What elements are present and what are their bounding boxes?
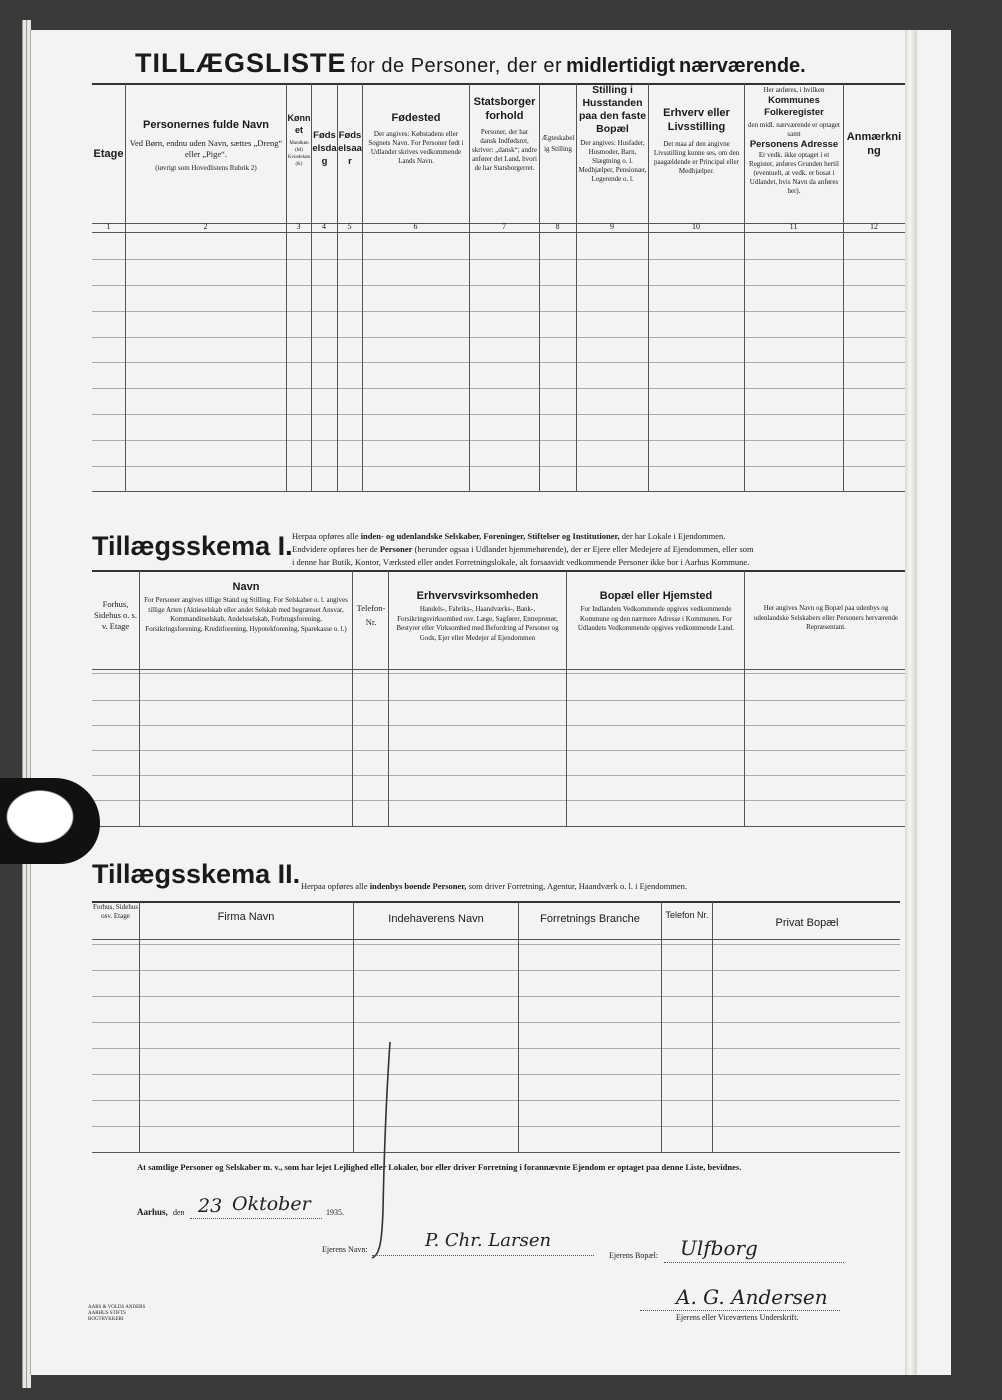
owner-address-label: Ejerens Bopæl: <box>609 1251 659 1260</box>
s1-col-name-title: Navn <box>232 581 260 593</box>
certification-text: At samtlige Personer og Selskaber m. v., som har lejet Lejlighed eller Lokaler, bor eller driver Forretning i forannævnte Ejendom er optaget paa denne Liste, bevidnes. <box>137 1162 742 1172</box>
place-label: Aarhus, <box>137 1207 168 1217</box>
year-value: 1935. <box>326 1208 344 1217</box>
s1-col-name <box>142 580 350 634</box>
col-household-sub: Der angives: Husfader, Husmoder, Barn, Slægtning o. l. Medhjælper, Pensionær, Logerende o. l. <box>578 139 647 183</box>
col-etage: Etage <box>93 148 124 160</box>
col-num-4: 4 <box>322 222 326 231</box>
col-name-sub2: (iøvrigt som Hovedlistens Rubrik 2) <box>155 164 257 172</box>
s1-col-representative: Her angives Navn og Bopæl paa udenbys og udenlandske Selskabers eller Personers herværende Repræsentant. <box>753 604 899 631</box>
col-gender-title: Kønnet <box>287 113 311 135</box>
s1-col-name-sub: For Personer angives tillige Stand og Stilling. For Selskaber o. l. angives tillige Arten (Aktieselskab eller andet Selskab med begrænset Ansvar, Kommanditselskab, Andelsselskab, Forbrugsforening, Forsikringsforening, Kreditforening, Hypotekforening, Sparekasse o. l.) <box>144 596 348 633</box>
col-num-1: 1 <box>106 222 111 231</box>
col-household-title: Stilling i Husstanden paa den faste Bopæl <box>578 84 647 135</box>
s2-col-firm: Firma Navn <box>217 911 275 923</box>
month-value: Oktober <box>232 1193 311 1215</box>
s1-col-floor: Forhus, Sidehus o. s. v. Etage <box>94 599 137 631</box>
col-num-8: 8 <box>555 222 560 231</box>
skema1-title: Tillægsskema I. <box>92 531 293 561</box>
col-register-sub2: Er vedk. ikke optaget i et Register, anføres Grunden hertil (eventuelt, at vedk. er bosat i Udlandet, hvis Navn da anføres her). <box>749 151 839 195</box>
col-birthday: Fødselsdag <box>312 130 337 167</box>
skema2-title: Tillægsskema II. <box>92 859 301 889</box>
col-num-9: 9 <box>610 222 614 231</box>
day-value: 23 <box>198 1195 223 1217</box>
s2-col-floor: Forhus, Sidehus osv. Etage <box>92 903 139 920</box>
s1-col-business-sub: Handels-, Fabriks-, Haandværks-, Bank-, Forsikringsvirksomhed osv. Læge, Sagfører, Entreprenør, Bestyrer eller Virksomhed med Befordring af Personer og Gods, Ejer eller Medejer af Ejendommen <box>396 605 559 642</box>
col-register-sub: den midl. nærværende er optaget samt <box>748 121 840 138</box>
col-num-6: 6 <box>413 222 418 231</box>
col-name-sub: Ved Børn, endnu uden Navn, sættes „Dreng“ eller „Pige“. <box>129 138 283 159</box>
page-title <box>135 48 806 79</box>
col-marital: Ægteskabelig Stilling <box>541 134 575 153</box>
skema1-intro <box>292 530 902 569</box>
title-end: nærværende. <box>679 55 806 77</box>
den-label: den <box>173 1208 185 1217</box>
col-register <box>746 86 842 196</box>
s2-col-address: Privat Bopæl <box>775 917 839 929</box>
col-num-5: 5 <box>347 222 352 231</box>
col-occupation <box>650 106 743 176</box>
col-citizenship-title: Statsborgerforhold <box>473 96 536 122</box>
col-num-10: 10 <box>692 222 700 231</box>
col-num-12: 12 <box>870 222 878 231</box>
col-num-2: 2 <box>203 222 208 231</box>
skema2-intro: Herpaa opføres alle indenbys boende Personer, som driver Forretning, Agentur, Haandværk o. l. i Ejendommen. <box>301 881 688 891</box>
thumb-holding-page <box>0 778 100 864</box>
col-name <box>128 118 284 172</box>
skema1-intro-line3: i denne har Butik, Kontor, Værksted eller andet Forretningslokale, alt forsaavidt vedkommende Personer ikke bor i Aarhus Kommune. <box>292 557 750 567</box>
col-citizenship-sub: Personer, der har dansk Indfødsret, skriver: „dansk“; andre anfører det Land, hvori de har Statsborgerret. <box>472 128 537 172</box>
title-bold2: midlertidigt <box>566 55 675 77</box>
caretaker-signature: A. G. Andersen <box>676 1285 828 1309</box>
page-fold <box>905 30 917 1375</box>
owner-address-value: Ulfborg <box>680 1236 758 1260</box>
col-register-title2: Personens Adresse <box>749 139 839 150</box>
col-num-3: 3 <box>296 222 301 231</box>
col-citizenship <box>472 95 537 173</box>
title-bold: TILLÆGSLISTE <box>135 48 347 78</box>
s1-col-residence-title: Bopæl eller Hjemsted <box>599 590 713 602</box>
s2-col-branch: Forretnings Branche <box>540 913 640 925</box>
s2-col-owner: Indehaverens Navn <box>388 913 484 925</box>
s1-col-phone: Telefon-Nr. <box>356 603 386 627</box>
skema1-intro-line1: Herpaa opføres alle inden- og udenlandske Selskaber, Foreninger, Stiftelser og Institutioner, der har Lokale i Ejendommen. <box>292 531 726 541</box>
pen-stroke <box>350 1040 410 1260</box>
col-birthplace-sub: Der angives: Købstadens eller Sognets Navn. For Personer født i Udlandet skrives vedkommende Lands Navn. <box>368 130 464 165</box>
col-gender-sub: Mandkøn (M) Kvindekøn (K) <box>287 141 311 167</box>
col-birthyear: Fødselsaar <box>338 130 362 167</box>
col-num-11: 11 <box>789 222 798 231</box>
s1-col-business-title: Erhvervsvirksomheden <box>416 590 539 602</box>
s1-col-business <box>391 589 564 643</box>
printer-mark: AARS & VOLDS ANDERS AARHUS STIFTS BOGTRYKKERI <box>88 1305 146 1322</box>
col-household <box>578 84 647 184</box>
s1-col-residence <box>570 589 742 634</box>
col-register-title: Kommunes Folkeregister <box>764 95 824 118</box>
col-num-7: 7 <box>502 222 506 231</box>
s2-col-phone: Telefon Nr. <box>665 910 709 920</box>
col-birthplace-title: Fødested <box>391 112 441 124</box>
s1-col-residence-sub: For Indlandets Vedkommende opgives vedkommende Kommune og den nærmere Adresse i Kommunen. For Udlandets Vedkommende opgives vedkommende Land. <box>577 605 735 632</box>
col-remarks: Anmærkning <box>846 131 902 157</box>
owner-name-signature: P. Chr. Larsen <box>425 1230 552 1251</box>
title-mid: for de Personer, der er <box>350 55 563 77</box>
owner-name-label: Ejerens Navn: <box>322 1245 368 1254</box>
skema1-intro-line2: Endvidere opføres her de Personer (herunder ogsaa i Udlandet hjemmehørende), der er Ejere eller Medejere af Ejendommen, eller som <box>292 544 754 554</box>
caretaker-label: Ejerens eller Viceværtens Underskrift. <box>676 1313 799 1322</box>
col-register-pre: Her anføres, i hvilken <box>763 86 825 94</box>
col-occupation-sub: Det maa af den angivne Livsstilling kunne ses, om den paagældende er Principal eller Medhjælper. <box>653 140 740 175</box>
col-name-title: Personernes fulde Navn <box>143 119 269 131</box>
col-gender <box>287 112 311 168</box>
col-birthplace <box>366 111 466 166</box>
col-occupation-title: Erhverv eller Livsstilling <box>663 107 730 133</box>
